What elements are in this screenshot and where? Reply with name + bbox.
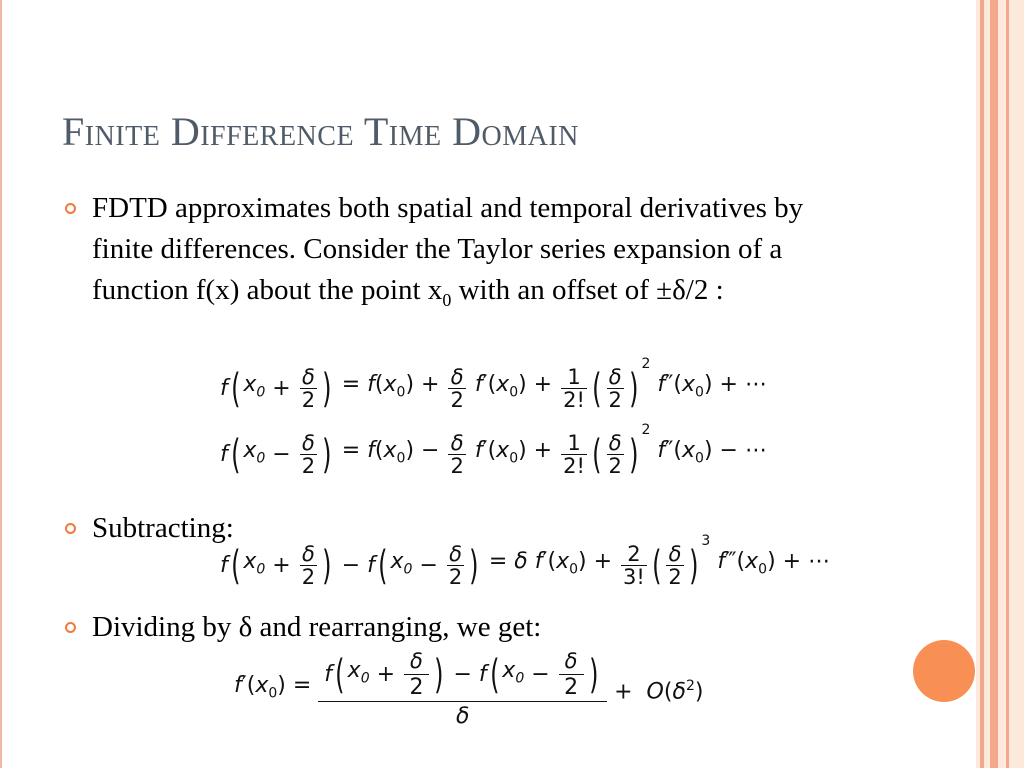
bullet-icon (65, 622, 76, 633)
equation-taylor-minus: f( $x_0$ − $\frac{\delta}{2}$ ) = $f(x_0)$ − $\frac{\delta}{2}$ $f'(x_0)$ + $\frac{1}{2!}$ ( $\frac{\delta}{2}$ )$^2$ $f''(x_0)$ − ⋯ (220, 422, 767, 478)
bullet-icon (65, 203, 76, 214)
bullet-text: Dividing by δ and rearranging, we get: (92, 611, 542, 643)
equation-central-difference: $f'(x_0)$ = f( $x_0$ + $\frac{\delta}{2}$ ) − f( $x_0$ − $\frac{\delta}{2}$ ) δ + $O(\delta^2)$ (234, 649, 704, 729)
bullet-text: FDTD approximates both spatial and temporal derivatives by finite differences. Consider the Taylor series expansion of a function f(x) about the point x (92, 192, 804, 306)
bullet-icon (65, 523, 76, 534)
slide-border-right (976, 0, 1024, 768)
equation-subtracted: f( $x_0$ + $\frac{\delta}{2}$ ) − f( $x_0$ − $\frac{\delta}{2}$ ) = δ $f'(x_0)$ + $\frac{2}{3!}$ ( $\frac{\delta}{2}$ )$^3$ $f‴(x_0)$ + ⋯ (220, 533, 831, 589)
bullet-taylor-intro (92, 188, 852, 321)
bullet-subtracting (92, 508, 234, 549)
equation-taylor-plus: f( $x_0$ + $\frac{\delta}{2}$ ) = $f(x_0)$ + $\frac{\delta}{2}$ $f'(x_0)$ + $\frac{1}{2!}$ ( $\frac{\delta}{2}$ )$^2$ $f''(x_0)$ + ⋯ (220, 356, 767, 412)
bullet-text-tail: with an offset of ±δ/2 : (451, 274, 724, 306)
bullet-text: Subtracting: (92, 512, 234, 544)
accent-circle (913, 640, 975, 702)
slide-border-left (0, 0, 2, 768)
slide-title: Finite Difference Time Domain (62, 109, 579, 154)
subscript-zero: 0 (442, 289, 452, 310)
bullet-dividing (92, 607, 541, 648)
